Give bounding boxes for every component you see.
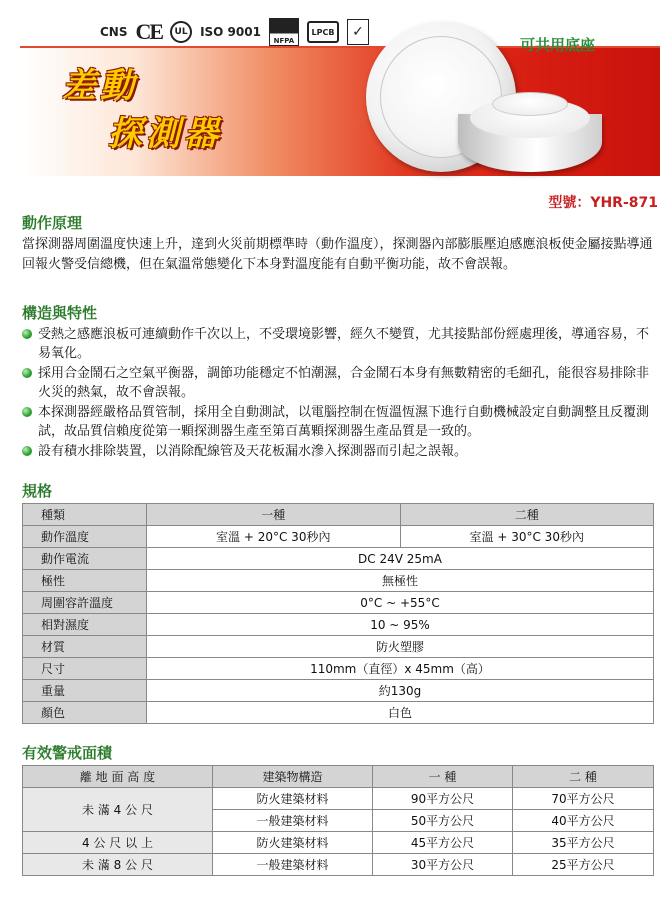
- principle-title: 動作原理: [22, 214, 83, 232]
- features-title: 構造與特性: [22, 304, 98, 322]
- table-row: [23, 854, 654, 876]
- spec-value: DC 24V 25mA: [147, 548, 654, 570]
- area-header-cell: 一 種: [373, 766, 513, 788]
- green-bullet-icon: [22, 329, 32, 339]
- cns-logo: CNS: [100, 25, 128, 39]
- list-item: 受熱之感應浪板可連續動作千次以上，不受環境影響，經久不變質，尤其接點部份經處理後，導通容易，不易氧化。: [22, 325, 654, 363]
- green-bullet-icon: [22, 368, 32, 378]
- spec-value: 室溫 + 20°C 30秒內: [147, 526, 401, 548]
- features-section: [22, 302, 654, 462]
- structure-cell: 一般建築材料: [213, 854, 373, 876]
- spec-value: 室溫 + 30°C 30秒內: [400, 526, 654, 548]
- ul-logo: UL: [170, 21, 192, 43]
- spec-value: 10 ~ 95%: [147, 614, 654, 636]
- spec-value: 110mm（直徑）x 45mm（高）: [147, 658, 654, 680]
- green-bullet-icon: [22, 407, 32, 417]
- area-value: 40平方公尺: [513, 810, 654, 832]
- area-header-cell: 離 地 面 高 度: [23, 766, 213, 788]
- structure-cell: 防火建築材料: [213, 788, 373, 810]
- spec-header-cell: 二種: [400, 504, 654, 526]
- spec-label: 顏色: [23, 702, 147, 724]
- structure-cell: 一般建築材料: [213, 810, 373, 832]
- area-value: 25平方公尺: [513, 854, 654, 876]
- area-value: 35平方公尺: [513, 832, 654, 854]
- iso-logo: ISO 9001: [200, 25, 261, 39]
- spec-label: 相對濕度: [23, 614, 147, 636]
- area-value: 50平方公尺: [373, 810, 513, 832]
- height-cell: 未 滿 4 公 尺: [23, 788, 213, 832]
- area-value: 45平方公尺: [373, 832, 513, 854]
- list-item: 設有積水排除裝置，以消除配線管及天花板漏水滲入探測器而引起之誤報。: [22, 442, 654, 461]
- area-header-cell: 建築物構造: [213, 766, 373, 788]
- structure-cell: 防火建築材料: [213, 832, 373, 854]
- specs-section: [22, 480, 654, 724]
- spec-label: 種類: [23, 504, 147, 526]
- product-title-line2: 探測器: [108, 114, 222, 154]
- height-cell: 4 公 尺 以 上: [23, 832, 213, 854]
- table-row: [23, 614, 654, 636]
- specs-title: 規格: [22, 482, 53, 500]
- principle-text: 當探測器周圍溫度快速上升，達到火災前期標準時（動作溫度），探測器內部膨脹壓迫感應浪板使金屬接點導通回報火警受信總機，但在氣溫常態變化下本身對溫度能有自動平衡功能，故不會誤報。: [22, 237, 653, 272]
- principle-section: [22, 212, 654, 275]
- table-row: [23, 788, 654, 810]
- green-bullet-icon: [22, 446, 32, 456]
- list-item: 本探測器經嚴格品質管制，採用全自動測試，以電腦控制在恆溫恆濕下進行自動機械設定自動調整且反覆測試，故品質信賴度從第一顆探測器生產至第百萬顆探測器生產品質是一致的。: [22, 403, 654, 441]
- area-table: [22, 765, 654, 876]
- spec-label: 尺寸: [23, 658, 147, 680]
- table-row: [23, 592, 654, 614]
- product-banner: [0, 0, 670, 200]
- table-row: [23, 526, 654, 548]
- table-row: [23, 570, 654, 592]
- area-header-cell: 二 種: [513, 766, 654, 788]
- spec-label: 周圍容許溫度: [23, 592, 147, 614]
- spec-value: 防火塑膠: [147, 636, 654, 658]
- spec-value: 0°C ~ +55°C: [147, 592, 654, 614]
- table-row: [23, 832, 654, 854]
- shared-base-note: 可共用底座: [520, 36, 596, 54]
- table-row: [23, 766, 654, 788]
- area-title: 有效警戒面積: [22, 744, 113, 762]
- product-title-line1: 差動: [62, 66, 138, 106]
- spec-label: 材質: [23, 636, 147, 658]
- spec-value: 約130g: [147, 680, 654, 702]
- ce-logo: CE: [135, 19, 163, 44]
- area-value: 90平方公尺: [373, 788, 513, 810]
- spec-value: 無極性: [147, 570, 654, 592]
- certification-logos: [100, 18, 369, 46]
- features-list: [22, 325, 654, 461]
- area-section: [22, 742, 654, 876]
- model-number: 型號：YHR-871: [548, 195, 658, 211]
- height-cell: 未 滿 8 公 尺: [23, 854, 213, 876]
- table-row: [23, 680, 654, 702]
- area-value: 70平方公尺: [513, 788, 654, 810]
- specs-table: [22, 503, 654, 724]
- table-row: [23, 702, 654, 724]
- table-row: [23, 548, 654, 570]
- area-value: 30平方公尺: [373, 854, 513, 876]
- table-row: [23, 636, 654, 658]
- list-item: 採用合金鬧石之空氣平衡器，調節功能穩定不怕潮濕，合金鬧石本身有無數精密的毛細孔，能很容易排除非火災的熱氣，故不會誤報。: [22, 364, 654, 402]
- spec-label: 重量: [23, 680, 147, 702]
- lpcb-logo: LPCB: [307, 21, 339, 43]
- spec-header-cell: 一種: [147, 504, 401, 526]
- table-row: [23, 658, 654, 680]
- spec-label: 極性: [23, 570, 147, 592]
- spec-label: 動作電流: [23, 548, 147, 570]
- nfpa-logo: NFPA: [269, 18, 299, 46]
- detector-photo-small-cap: [492, 92, 568, 116]
- spec-label: 動作溫度: [23, 526, 147, 548]
- table-row: [23, 504, 654, 526]
- spec-value: 白色: [147, 702, 654, 724]
- check-mark-icon: ✓: [347, 19, 369, 45]
